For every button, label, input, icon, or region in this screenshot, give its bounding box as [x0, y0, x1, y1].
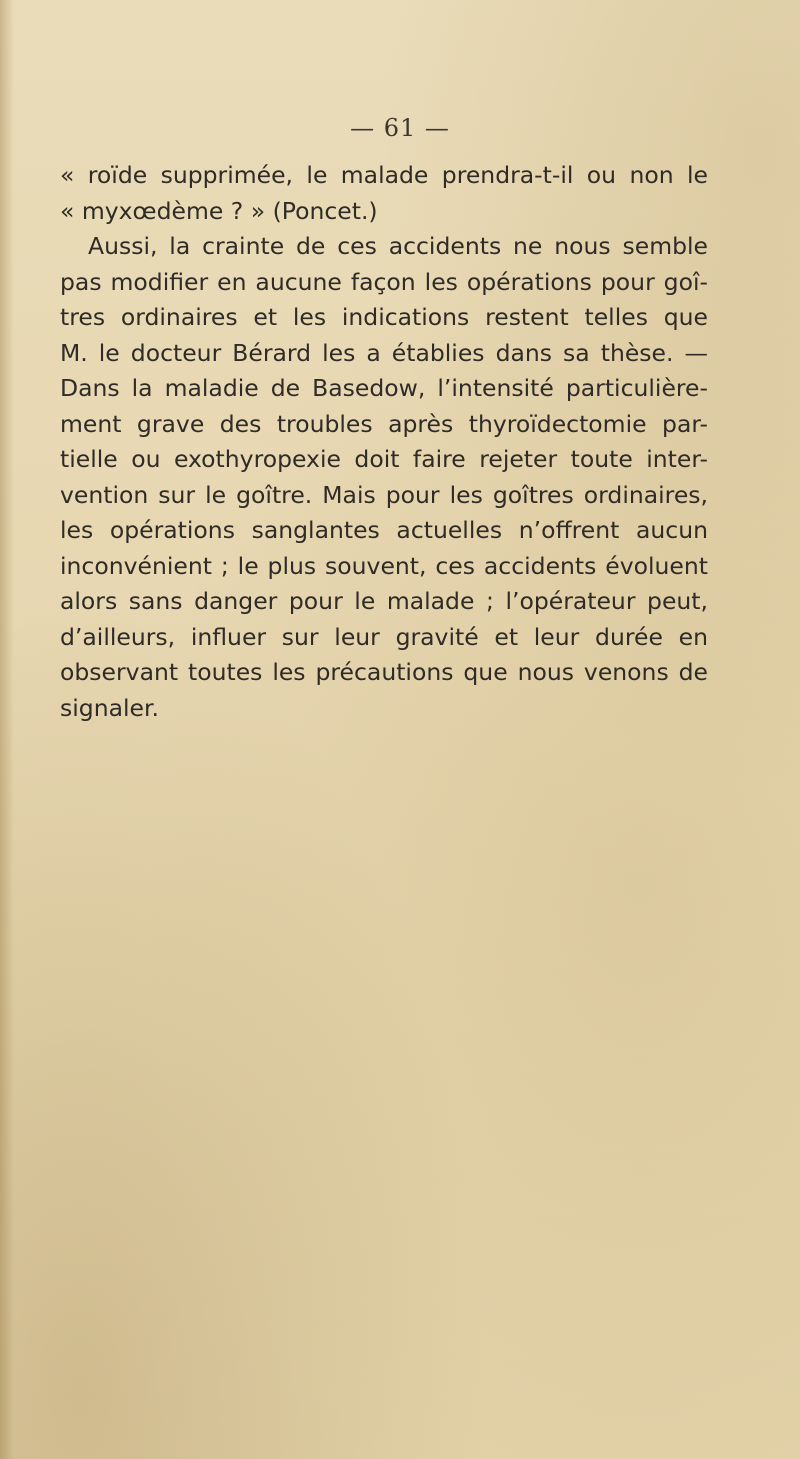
- text-line-7: Dans la maladie de Basedow, l’intensité particulière-: [60, 374, 708, 402]
- text-line-5: tres ordinaires et les indications restent telles que: [60, 303, 708, 331]
- text-line-10: vention sur le goître. Mais pour les goîtres ordinaires,: [60, 480, 708, 509]
- text-line-16: signaler.: [60, 693, 159, 722]
- page-number: — 61 —: [350, 114, 450, 142]
- text-line-2: « myxœdème ? » (Poncet.): [60, 196, 378, 225]
- text-line-1: « roïde supprimée, le malade prendra-t-il ou non le: [60, 161, 708, 189]
- text-line-6: M. le docteur Bérard les a établies dans sa thèse. —: [60, 338, 708, 367]
- text-line-14: d’ailleurs, influer sur leur gravité et leur durée en: [60, 622, 708, 651]
- text-line-9: tielle ou exothyropexie doit faire rejeter toute inter-: [60, 445, 708, 473]
- page-edge-shadow: [0, 0, 14, 1459]
- text-line-15: observant toutes les précautions que nous venons de: [60, 658, 708, 686]
- text-line-13: alors sans danger pour le malade ; l’opérateur peut,: [60, 587, 708, 615]
- text-line-11: les opérations sanglantes actuelles n’offrent aucun: [60, 516, 708, 544]
- body-paragraphs: [60, 158, 708, 726]
- text-line-12: inconvénient ; le plus souvent, ces accidents évoluent: [60, 551, 708, 580]
- text-line-8: ment grave des troubles après thyroïdectomie par-: [60, 409, 708, 438]
- text-line-4: pas modifier en aucune façon les opérations pour goî-: [60, 267, 708, 296]
- text-line-3: Aussi, la crainte de ces accidents ne nous semble: [88, 232, 708, 260]
